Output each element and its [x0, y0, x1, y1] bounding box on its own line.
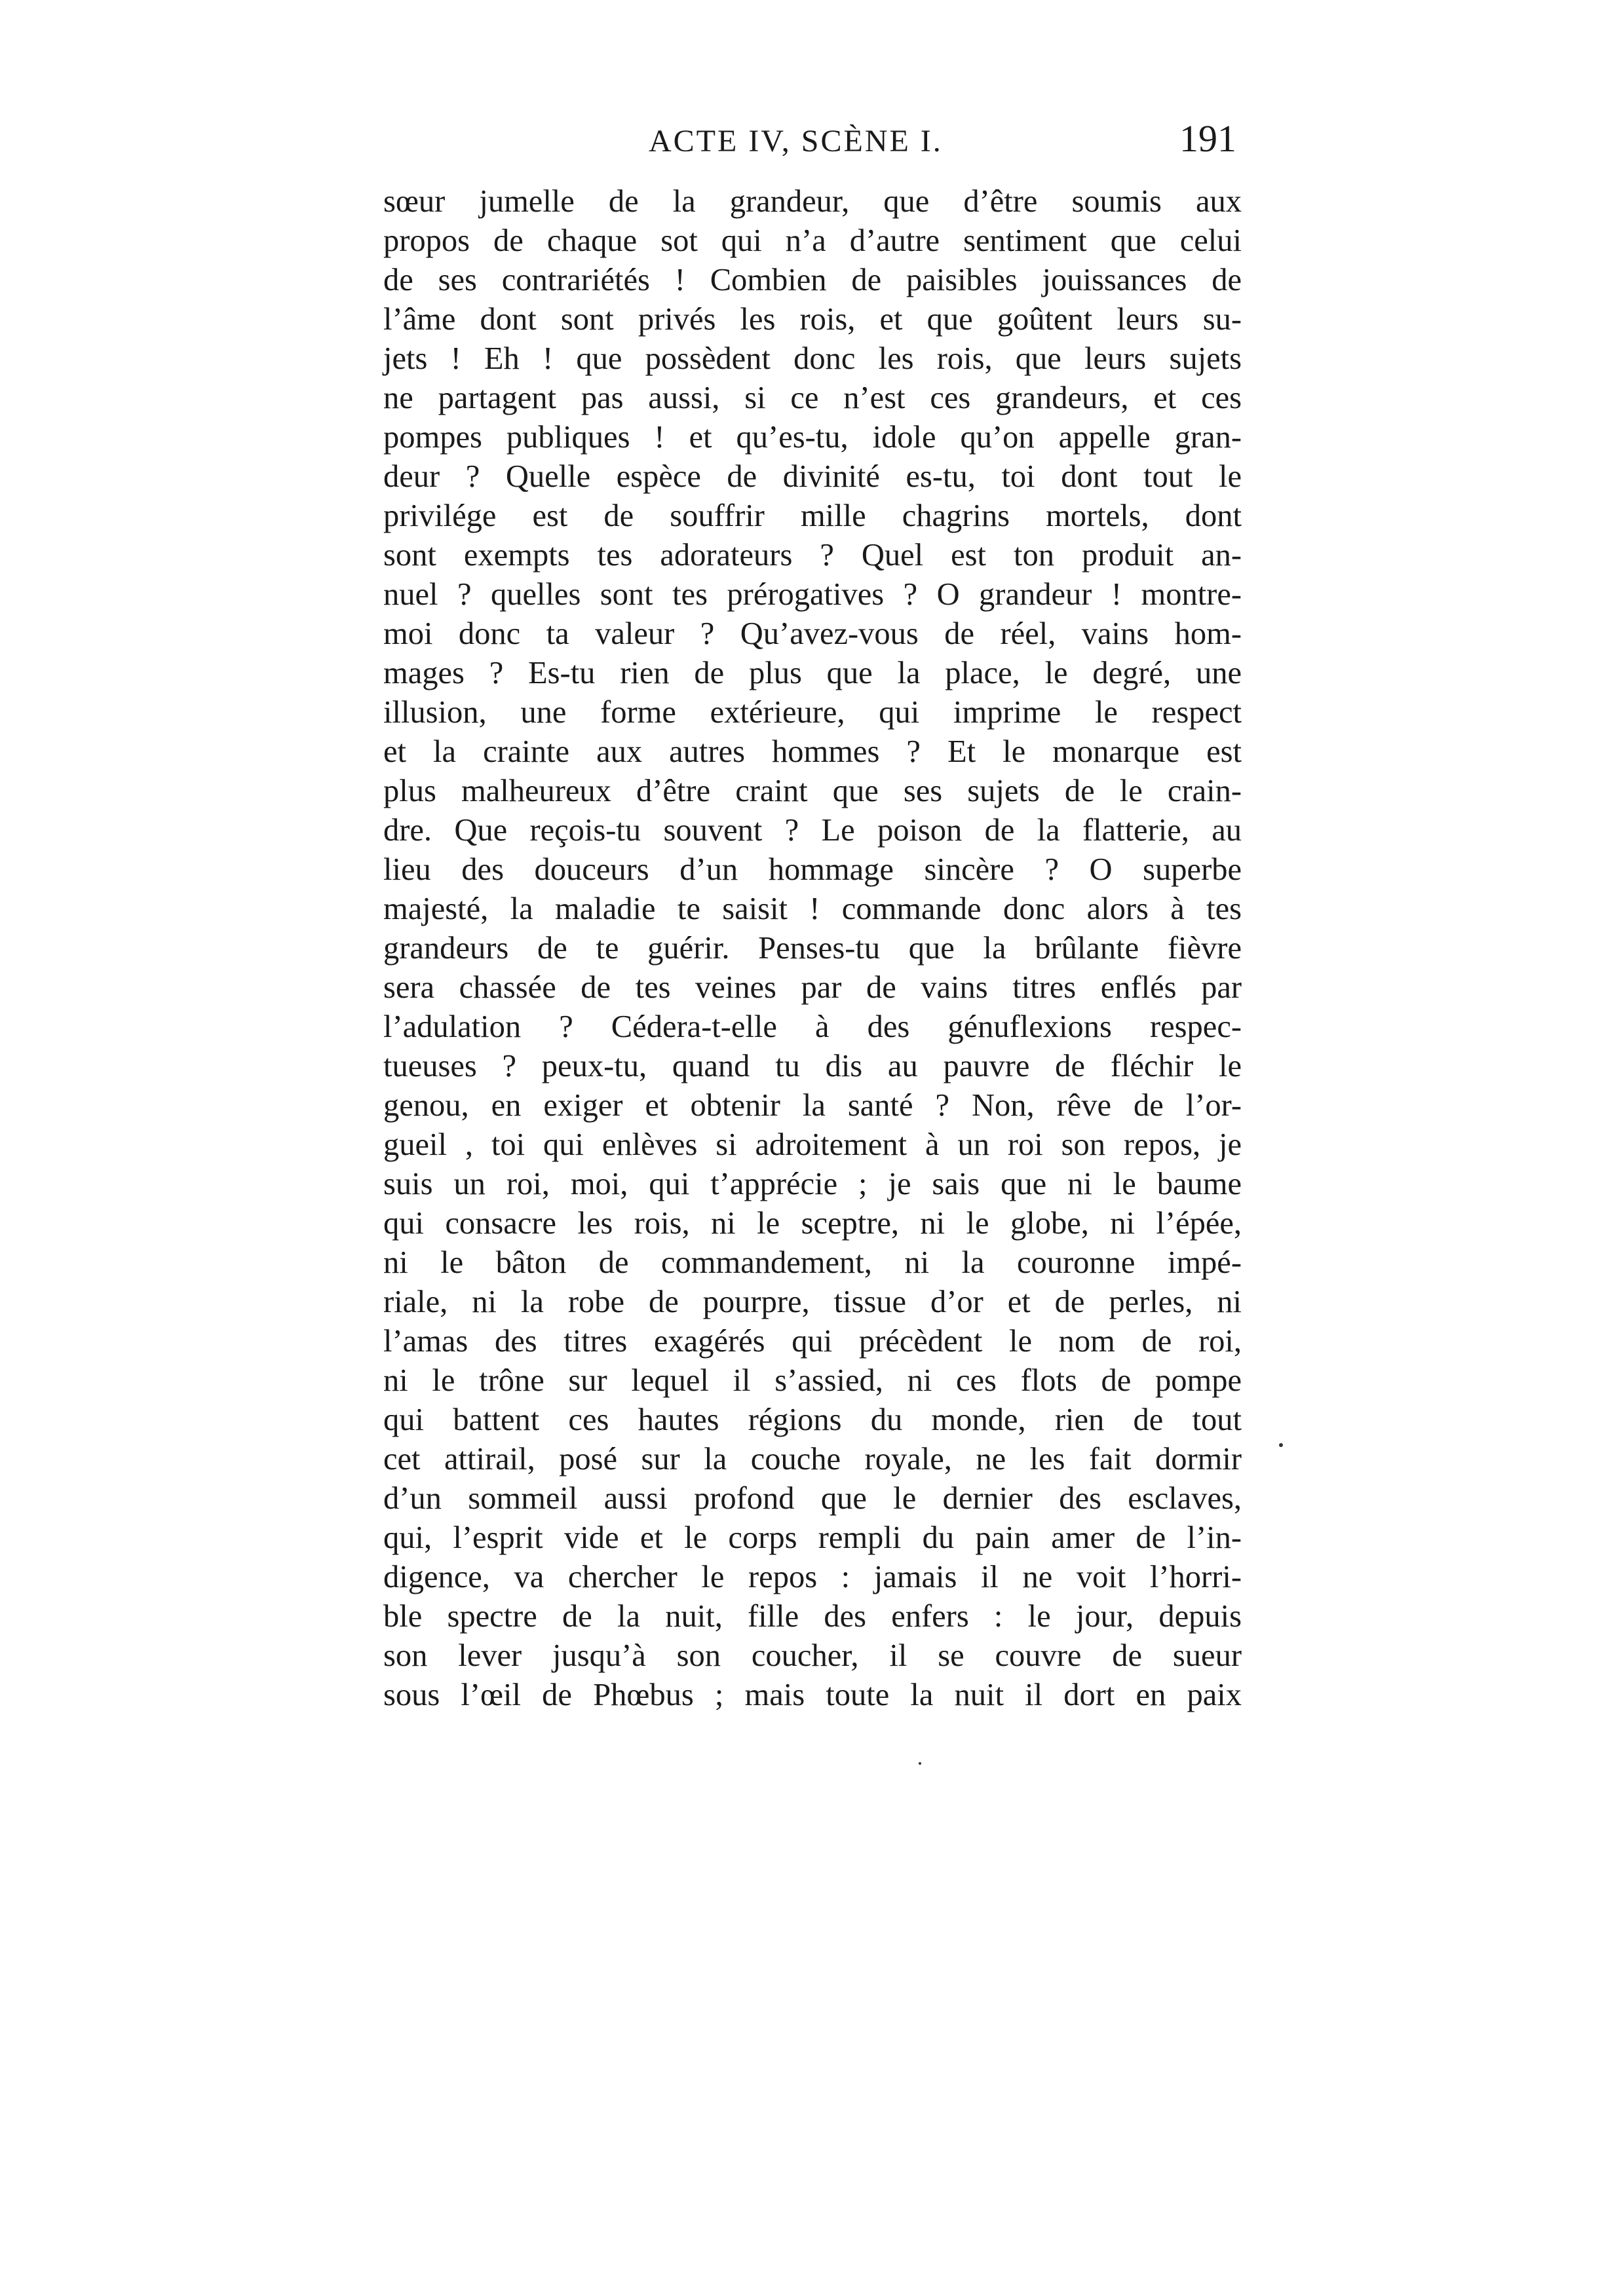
text-line: plus malheureux d’être craint que ses sujets de le crain- [383, 774, 1242, 808]
page-number: 191 [1179, 117, 1236, 160]
text-line: qui battent ces hautes régions du monde, rien de tout [383, 1402, 1242, 1437]
text-line: gueil , toi qui enlèves si adroitement à un roi son repos, je [383, 1127, 1242, 1162]
ink-speck [919, 1762, 921, 1765]
text-line: ne partagent pas aussi, si ce n’est ces grandeurs, et ces [383, 381, 1242, 415]
text-line: lieu des douceurs d’un hommage sincère ? O superbe [383, 852, 1242, 887]
text-line: pompes publiques ! et qu’es-tu, idole qu’on appelle gran- [383, 420, 1242, 455]
running-head: ACTE IV, SCÈNE I. [649, 124, 943, 159]
text-line: jets ! Eh ! que possèdent donc les rois, que leurs sujets [383, 341, 1242, 376]
text-line: dre. Que reçois-tu souvent ? Le poison de la flatterie, au [383, 813, 1242, 848]
text-line: moi donc ta valeur ? Qu’avez-vous de réel, vains hom- [383, 616, 1242, 651]
text-line: majesté, la maladie te saisit ! commande donc alors à tes [383, 892, 1242, 926]
text-line: genou, en exiger et obtenir la santé ? Non, rêve de l’or- [383, 1088, 1242, 1123]
text-line: sous l’œil de Phœbus ; mais toute la nuit il dort en paix [383, 1678, 1242, 1712]
text-line: riale, ni la robe de pourpre, tissue d’or et de perles, ni [383, 1285, 1242, 1319]
text-line: l’âme dont sont privés les rois, et que goûtent leurs su- [383, 302, 1242, 337]
text-line: et la crainte aux autres hommes ? Et le monarque est [383, 734, 1242, 769]
text-line: deur ? Quelle espèce de divinité es-tu, toi dont tout le [383, 459, 1242, 494]
text-line: qui consacre les rois, ni le sceptre, ni le globe, ni l’épée, [383, 1206, 1242, 1241]
text-line: de ses contrariétés ! Combien de paisibles jouissances de [383, 263, 1242, 297]
text-line: suis un roi, moi, qui t’apprécie ; je sais que ni le baume [383, 1167, 1242, 1201]
text-line: illusion, une forme extérieure, qui imprime le respect [383, 695, 1242, 730]
text-line: qui, l’esprit vide et le corps rempli du pain amer de l’in- [383, 1520, 1242, 1555]
text-line: ni le bâton de commandement, ni la couronne impé- [383, 1245, 1242, 1280]
text-line: sont exempts tes adorateurs ? Quel est ton produit an- [383, 538, 1242, 573]
ink-speck [1279, 1443, 1283, 1447]
text-line: l’amas des titres exagérés qui précèdent le nom de roi, [383, 1324, 1242, 1359]
text-line: propos de chaque sot qui n’a d’autre sentiment que celui [383, 223, 1242, 258]
text-line: sœur jumelle de la grandeur, que d’être soumis aux [383, 184, 1242, 219]
text-line: ni le trône sur lequel il s’assied, ni ces flots de pompe [383, 1363, 1242, 1398]
text-line: nuel ? quelles sont tes prérogatives ? O grandeur ! montre- [383, 577, 1242, 612]
text-line: l’adulation ? Cédera-t-elle à des génuflexions respec- [383, 1009, 1242, 1044]
text-line: mages ? Es-tu rien de plus que la place, le degré, une [383, 656, 1242, 690]
text-line: tueuses ? peux-tu, quand tu dis au pauvre de fléchir le [383, 1049, 1242, 1083]
text-line: cet attirail, posé sur la couche royale, ne les fait dormir [383, 1442, 1242, 1477]
text-line: son lever jusqu’à son coucher, il se couvre de sueur [383, 1638, 1242, 1673]
text-line: sera chassée de tes veines par de vains titres enflés par [383, 970, 1242, 1005]
text-line: privilége est de souffrir mille chagrins mortels, dont [383, 499, 1242, 533]
text-line: d’un sommeil aussi profond que le dernier des esclaves, [383, 1481, 1242, 1516]
body-text [383, 182, 1242, 1715]
text-line: digence, va chercher le repos : jamais il ne voit l’horri- [383, 1560, 1242, 1594]
text-line: grandeurs de te guérir. Penses-tu que la brûlante fièvre [383, 931, 1242, 966]
text-line: ble spectre de la nuit, fille des enfers : le jour, depuis [383, 1599, 1242, 1634]
